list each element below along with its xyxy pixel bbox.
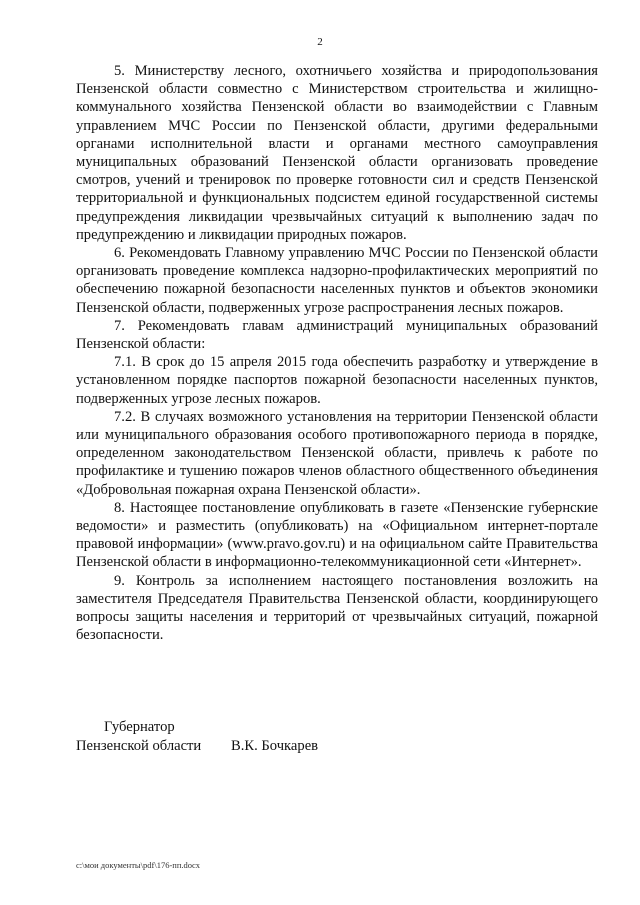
signature-row (76, 737, 318, 756)
document-body (76, 62, 598, 645)
paragraph-7: 7. Рекомендовать главам администраций муниципальных образований Пензенской области: (76, 317, 598, 353)
paragraph-7-2: 7.2. В случаях возможного установления на территории Пензенской области или муниципального образования особого противопожарного периода в порядке, определенном законодательством Пензенской области, привлечь к работе по профилактике и тушению пожаров членов областного общественного объединения «Добровольная пожарная охрана Пензенской области». (76, 408, 598, 498)
file-path-footer: c:\мои документы\pdf\176-пп.docx (76, 860, 201, 870)
paragraph-7-1: 7.1. В срок до 15 апреля 2015 года обеспечить разработку и утверждение в установленном порядке паспортов пожарной безопасности населенных пунктов, подверженных угрозе лесных пожаров. (76, 354, 598, 407)
paragraph-5: 5. Министерству лесного, охотничьего хозяйства и природопользования Пензенской области совместно с Министерством строительства и жилищно-коммунального хозяйства Пензенской области во взаимодействии с Главным управлением МЧС России по Пензенской области, другими федеральными органами исполнительной власти и органами местного самоуправления муниципальных образований Пензенской области организовать проведение смотров, учений и тренировок по проверке готовности сил и средств Пензенской территориальной и функциональных подсистем единой государственной системы предупреждения ликвидации чрезвычайных ситуаций к выполнению задач по предупреждению и ликвидации природных пожаров. (76, 63, 598, 243)
signature-organization: Пензенской области (76, 737, 202, 754)
paragraph-6: 6. Рекомендовать Главному управлению МЧС России по Пензенской области организовать проведение комплекса надзорно-профилактических мероприятий по обеспечению пожарной безопасности населенных пунктов и объектов экономики Пензенской области, подверженных угрозе распространения лесных пожаров. (76, 245, 598, 316)
paragraph-9: 9. Контроль за исполнением настоящего постановления возложить на заместителя Председателя Правительства Пензенской области, координирующего вопросы защиты населения и территорий от чрезвычайных ситуаций, пожарной безопасности. (76, 572, 598, 644)
paragraph-8: 8. Настоящее постановление опубликовать в газете «Пензенские губернские ведомости» и разместить (опубликовать) на «Официальном интернет-портале правовой информации» (www.pravo.gov.ru) и на официальном сайте Правительства Пензенской области в информационно-телекоммуникационной сети «Интернет». (76, 499, 598, 571)
signature-name: В.К. Бочкарев (231, 737, 319, 754)
signature-block (76, 718, 318, 755)
signature-title: Губернатор (104, 719, 175, 735)
page-number: 2 (317, 36, 323, 48)
